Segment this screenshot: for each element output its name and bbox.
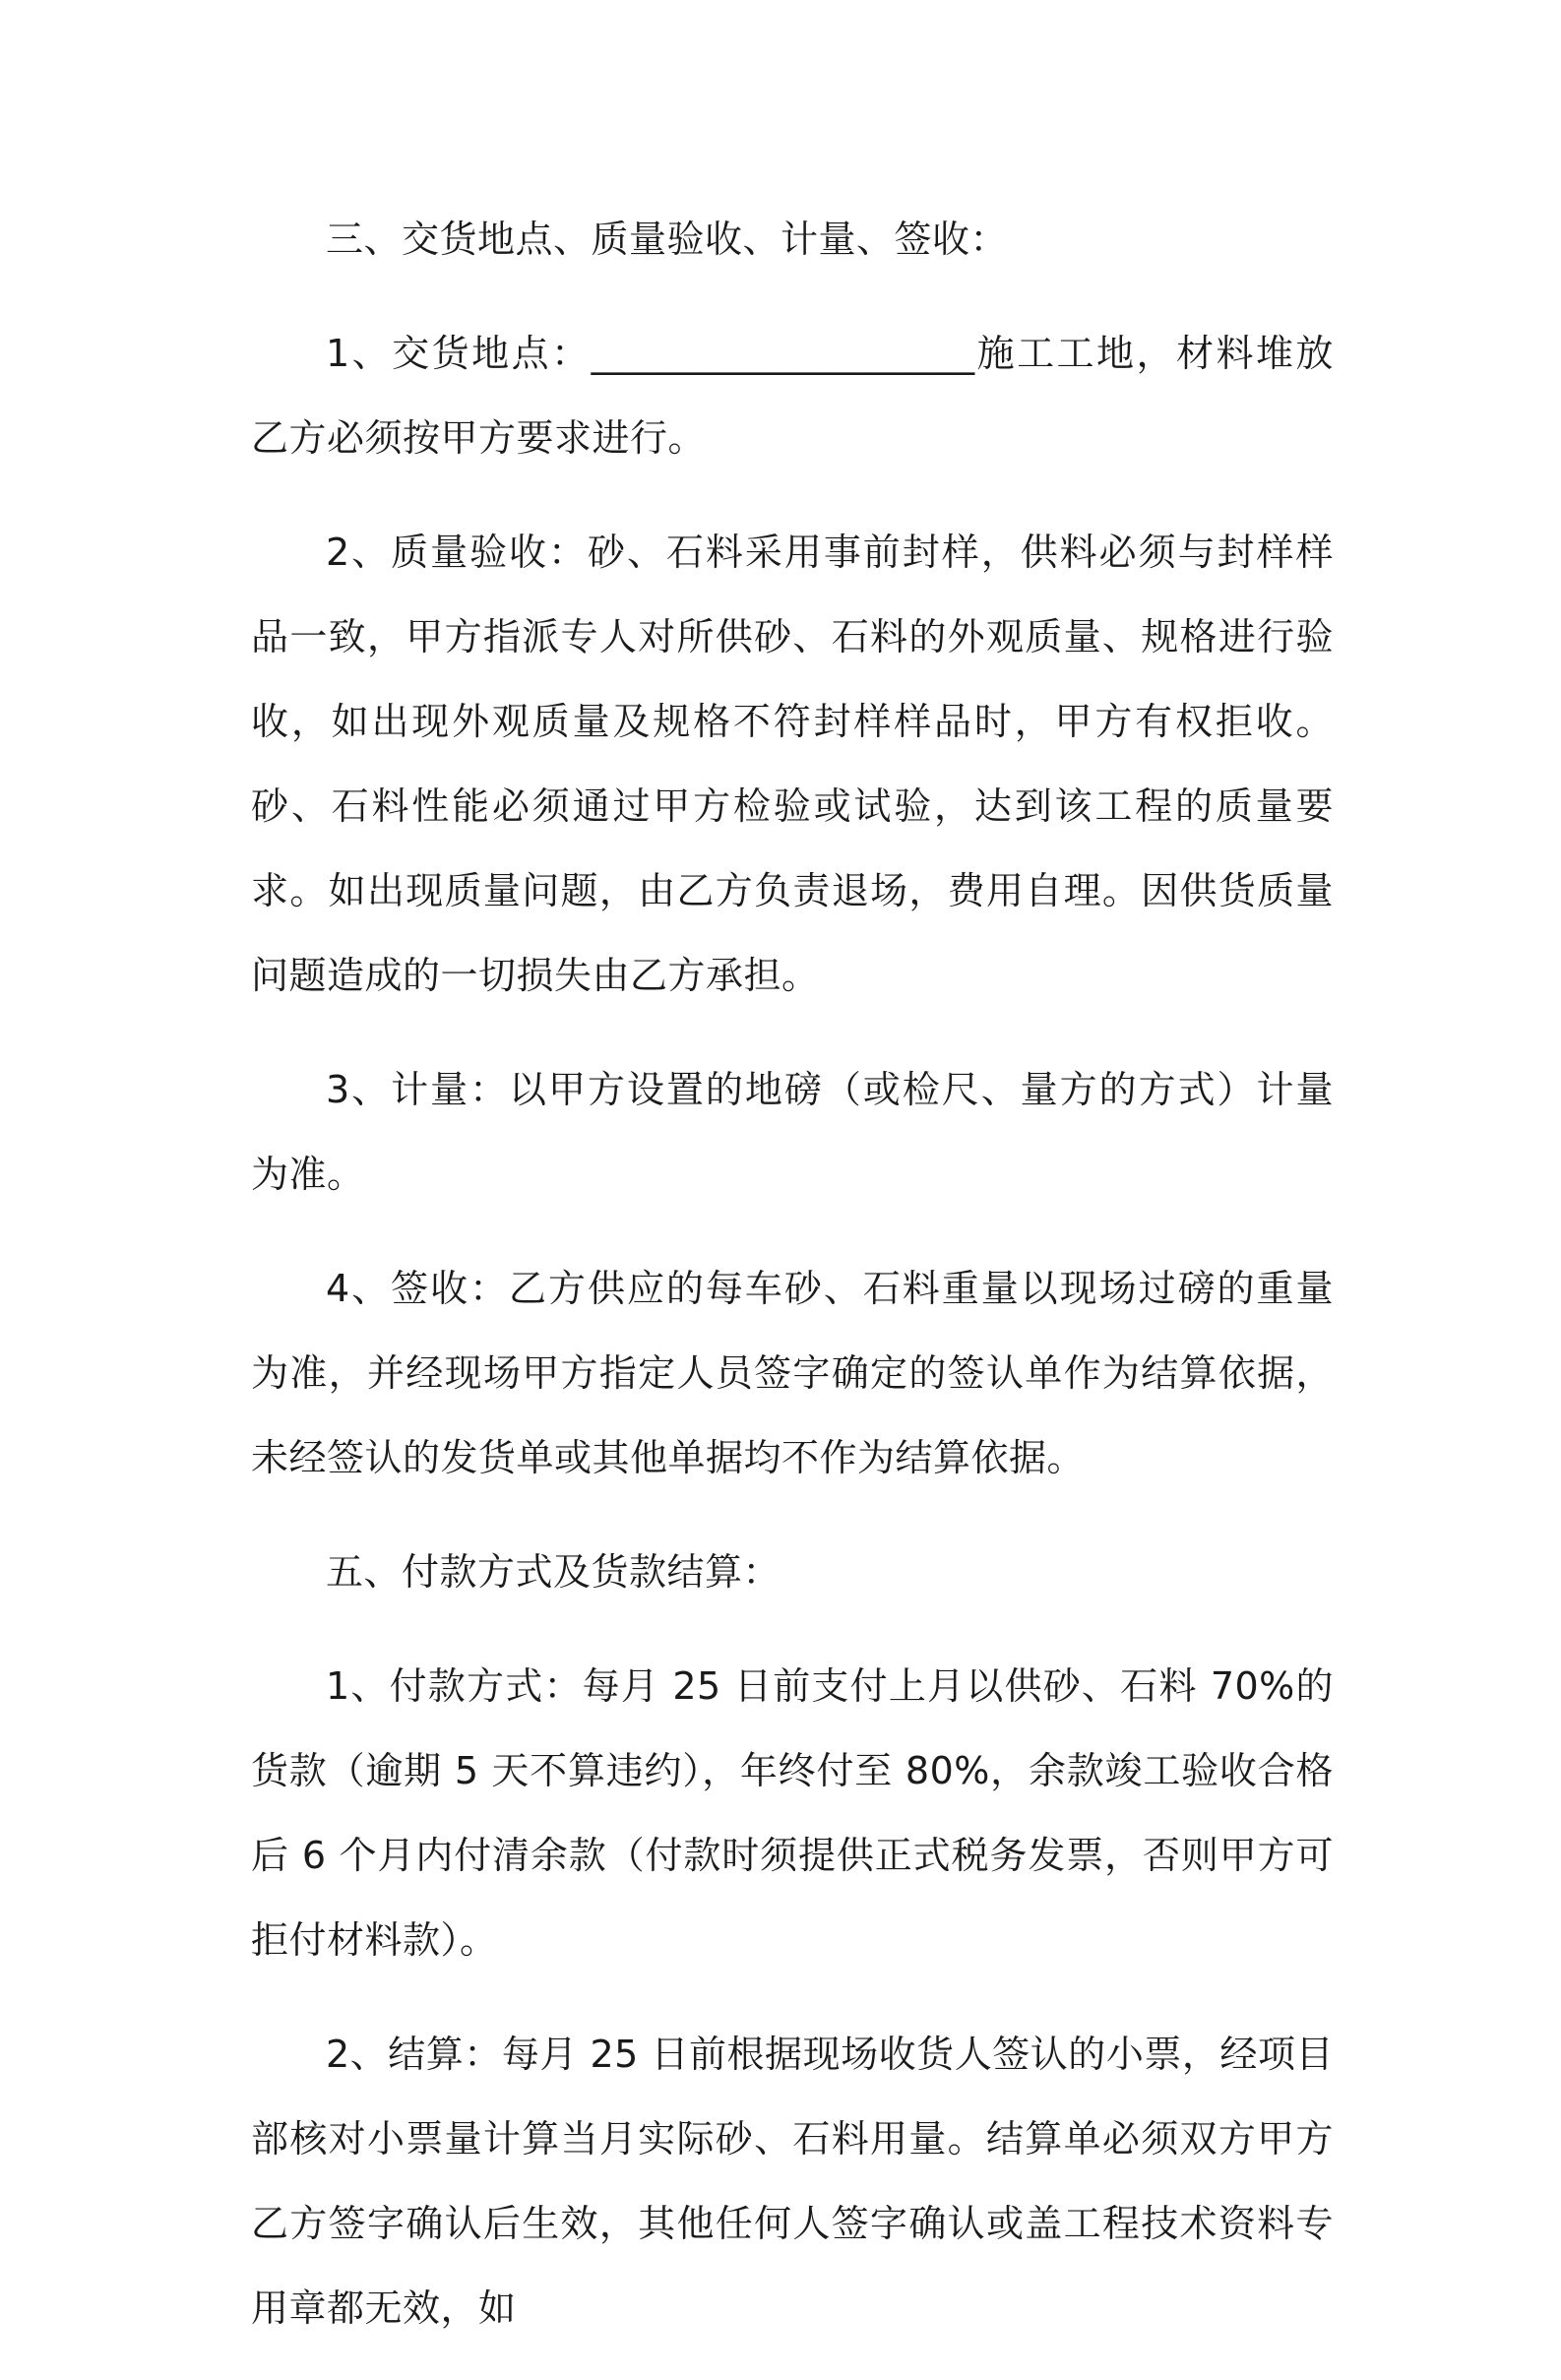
section-5-heading: 五、付款方式及货款结算： (326, 1550, 781, 1594)
payment-method-paragraph: 1、付款方式：每月 25 日前支付上月以供砂、石料 70%的货款（逾期 5 天不算违约），年终付至 80%，余款竣工验收合格后 6 个月内付清余款（付款时须提供正式税务发票，否则甲方可拒付材料款）。 (251, 1664, 1334, 1962)
section-3-heading: 三、交货地点、质量验收、计量、签收： (326, 218, 1009, 261)
sign-off-paragraph: 4、签收：乙方供应的每车砂、石料重量以现场过磅的重量为准，并经现场甲方指定人员签字确定的签认单作为结算依据，未经签认的发货单或其他单据均不作为结算依据。 (251, 1267, 1334, 1479)
measurement-paragraph: 3、计量：以甲方设置的地磅（或检尺、量方的方式）计量为准。 (251, 1068, 1334, 1196)
delivery-location-paragraph: 1、交货地点：____________________施工工地，材料堆放乙方必须按甲方要求进行。 (251, 332, 1334, 460)
settlement-paragraph: 2、结算：每月 25 日前根据现场收货人签认的小票，经项目部核对小票量计算当月实际砂、石料用量。结算单必须双方甲方乙方签字确认后生效，其他任何人签字确认或盖工程技术资料专用章都无效，如 (251, 2033, 1334, 2330)
document-body (251, 197, 1334, 2380)
quality-acceptance-paragraph: 2、质量验收：砂、石料采用事前封样，供料必须与封样样品一致，甲方指派专人对所供砂、石料的外观质量、规格进行验收，如出现外观质量及规格不符封样样品时，甲方有权拒收。砂、石料性能必须通过甲方检验或试验，达到该工程的质量要求。如出现质量问题，由乙方负责退场，费用自理。因供货质量问题造成的一切损失由乙方承担。 (251, 531, 1334, 997)
